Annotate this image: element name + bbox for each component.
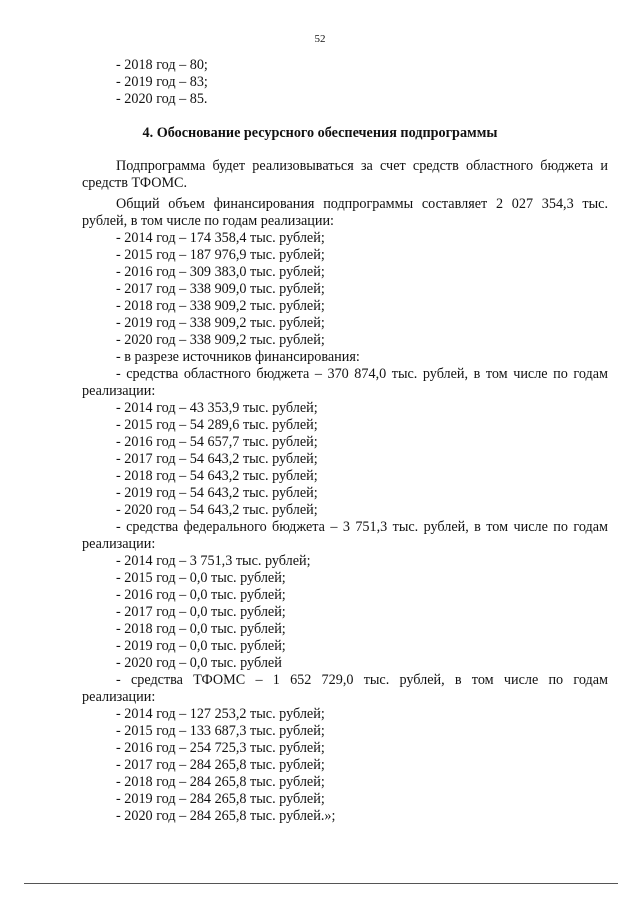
list-item: - 2017 год – 54 643,2 тыс. рублей;: [116, 451, 318, 467]
paragraph-line: реализации:: [82, 689, 156, 705]
list-item: - 2018 год – 80;: [116, 57, 208, 73]
list-item: - 2019 год – 284 265,8 тыс. рублей;: [116, 791, 325, 807]
list-item: - 2014 год – 43 353,9 тыс. рублей;: [116, 400, 318, 416]
list-item: - 2015 год – 133 687,3 тыс. рублей;: [116, 723, 325, 739]
paragraph-line: Подпрограмма будет реализовываться за счет средств областного бюджета и: [116, 158, 608, 174]
list-item: - 2017 год – 284 265,8 тыс. рублей;: [116, 757, 325, 773]
paragraph-line: реализации:: [82, 383, 156, 399]
section-heading: 4. Обоснование ресурсного обеспечения подпрограммы: [142, 125, 498, 141]
list-item: - 2018 год – 0,0 тыс. рублей;: [116, 621, 286, 637]
paragraph-line: средств ТФОМС.: [82, 175, 188, 191]
list-item: - 2016 год – 309 383,0 тыс. рублей;: [116, 264, 325, 280]
list-item: - 2014 год – 3 751,3 тыс. рублей;: [116, 553, 311, 569]
list-item: - 2020 год – 85.: [116, 91, 208, 107]
paragraph-line: - средства областного бюджета – 370 874,0 тыс. рублей, в том числе по годам: [116, 366, 608, 382]
list-item: - 2015 год – 187 976,9 тыс. рублей;: [116, 247, 325, 263]
list-item: - 2018 год – 54 643,2 тыс. рублей;: [116, 468, 318, 484]
list-item: - 2018 год – 338 909,2 тыс. рублей;: [116, 298, 325, 314]
list-item: - 2018 год – 284 265,8 тыс. рублей;: [116, 774, 325, 790]
paragraph-line: - средства федерального бюджета – 3 751,3 тыс. рублей, в том числе по годам: [116, 519, 608, 535]
list-item: - 2019 год – 338 909,2 тыс. рублей;: [116, 315, 325, 331]
list-item: - 2017 год – 338 909,0 тыс. рублей;: [116, 281, 325, 297]
list-item: - 2019 год – 83;: [116, 74, 208, 90]
list-item: - 2020 год – 284 265,8 тыс. рублей.»;: [116, 808, 336, 824]
list-item: - 2016 год – 254 725,3 тыс. рублей;: [116, 740, 325, 756]
paragraph-line: реализации:: [82, 536, 156, 552]
list-item: - 2016 год – 0,0 тыс. рублей;: [116, 587, 286, 603]
list-item: - 2015 год – 0,0 тыс. рублей;: [116, 570, 286, 586]
list-item: - 2014 год – 174 358,4 тыс. рублей;: [116, 230, 325, 246]
paragraph-line: Общий объем финансирования подпрограммы составляет 2 027 354,3 тыс.: [116, 196, 608, 212]
paragraph-line: рублей, в том числе по годам реализации:: [82, 213, 334, 229]
page-number: 52: [314, 33, 326, 45]
list-item: - 2020 год – 54 643,2 тыс. рублей;: [116, 502, 318, 518]
list-item: - 2017 год – 0,0 тыс. рублей;: [116, 604, 286, 620]
list-item: - 2020 год – 338 909,2 тыс. рублей;: [116, 332, 325, 348]
paragraph-line: - средства ТФОМС – 1 652 729,0 тыс. рублей, в том числе по годам: [116, 672, 608, 688]
list-item: - 2019 год – 54 643,2 тыс. рублей;: [116, 485, 318, 501]
list-item: - 2015 год – 54 289,6 тыс. рублей;: [116, 417, 318, 433]
bottom-rule: [24, 883, 618, 884]
list-item: - 2016 год – 54 657,7 тыс. рублей;: [116, 434, 318, 450]
list-item: - в разрезе источников финансирования:: [116, 349, 360, 365]
list-item: - 2019 год – 0,0 тыс. рублей;: [116, 638, 286, 654]
list-item: - 2020 год – 0,0 тыс. рублей: [116, 655, 282, 671]
list-item: - 2014 год – 127 253,2 тыс. рублей;: [116, 706, 325, 722]
